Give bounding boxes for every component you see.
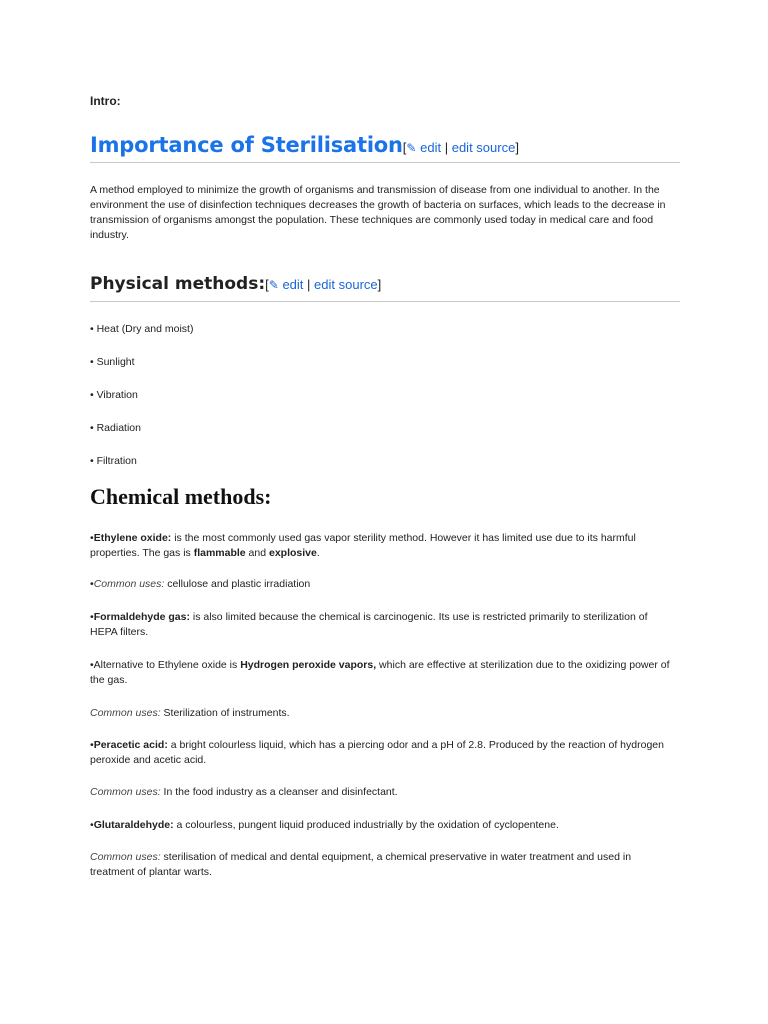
text: and [245,547,269,559]
text: a colourless, pungent liquid produced industrially by the oxidation of cyclopentene. [173,819,559,831]
hydrogen-peroxide-paragraph [90,658,670,688]
text: is also limited because the chemical is carcinogenic. Its use is restricted primarily to sterilization of HEPA filters. [90,611,648,638]
flammable-term: flammable [193,547,246,559]
bullet: • [90,532,94,544]
text: sterilisation of medical and dental equipment, a chemical preservative in water treatment and used in treatment of plantar warts. [90,851,632,878]
importance-edit-links [403,140,519,155]
text: Sterilization of instruments. [160,707,290,719]
peracetic-acid-paragraph [90,738,670,768]
list-item: • Filtration [90,455,137,467]
text: . [316,547,320,559]
bullet: • [90,739,94,751]
explosive-term: explosive [269,547,317,559]
glutaraldehyde-paragraph [90,818,670,833]
edit-link[interactable] [406,140,441,155]
text: cellulose and plastic irradiation [164,578,311,590]
physical-title: Physical methods: [90,274,266,294]
bullet: • [90,819,94,831]
term: Peracetic acid: [93,739,168,751]
importance-paragraph: A method employed to minimize the growth of organisms and transmission of disease from one individual to another. In the environment the use of disinfection techniques decreases the growth of bacteria on surfaces, which leads to the decrease in transmission of organisms amongst the population. These techniques are commonly used today in medical care and food industry. [90,184,666,241]
ethylene-uses-paragraph [90,577,670,592]
separator: | [307,277,311,292]
physical-heading [90,274,680,302]
edit-label: edit [420,140,442,155]
term: Formaldehyde gas: [93,611,190,623]
peracetic-uses-paragraph [90,785,670,800]
list-item: • Vibration [90,389,138,401]
text: •Alternative to Ethylene oxide is [90,659,241,671]
uses-label: Common uses: [90,786,161,798]
glutaraldehyde-uses-paragraph [90,850,670,880]
pencil-icon: ✎ [406,141,417,155]
edit-source-link[interactable]: edit source [451,140,516,155]
bracket-open: [ [265,277,269,292]
text: which are effective at sterilization due to the oxidizing power of the gas. [90,659,670,686]
text: is the most commonly used gas vapor sterility method. However it has limited use due to its harmful properties. The gas is [90,532,636,559]
edit-label: edit [282,277,304,292]
term: Glutaraldehyde: [93,819,174,831]
bracket-close: ] [515,140,519,155]
pencil-icon: ✎ [268,278,279,292]
chemical-heading: Chemical methods: [90,484,272,509]
list-item: • Heat (Dry and moist) [90,323,194,335]
formaldehyde-paragraph [90,610,670,640]
bullet: • [90,611,94,623]
term: Ethylene oxide: [93,532,172,544]
edit-link[interactable] [269,277,304,292]
list-item: • Sunlight [90,356,135,368]
importance-title: Importance of Sterilisation [90,133,403,157]
intro-label: Intro: [90,94,121,108]
importance-heading [90,133,680,163]
text: a bright colourless liquid, which has a piercing odor and a pH of 2.8. Produced by the reaction of hydrogen peroxide and acetic acid. [90,739,664,766]
uses-label: Common uses: [90,851,161,863]
separator: | [444,140,449,155]
text: In the food industry as a cleanser and disinfectant. [160,786,398,798]
bullet: • [90,578,94,590]
ethylene-oxide-paragraph [90,531,670,561]
bracket-open: [ [402,140,407,155]
hydrogen-peroxide-uses-paragraph [90,706,670,721]
physical-methods-list [90,322,193,487]
bracket-close: ] [377,277,382,292]
uses-label: Common uses: [90,707,161,719]
list-item: • Radiation [90,422,141,434]
uses-label: Common uses: [93,578,165,590]
physical-edit-links [265,277,381,292]
term: Hydrogen peroxide vapors, [240,659,377,671]
edit-source-link[interactable]: edit source [314,277,378,292]
